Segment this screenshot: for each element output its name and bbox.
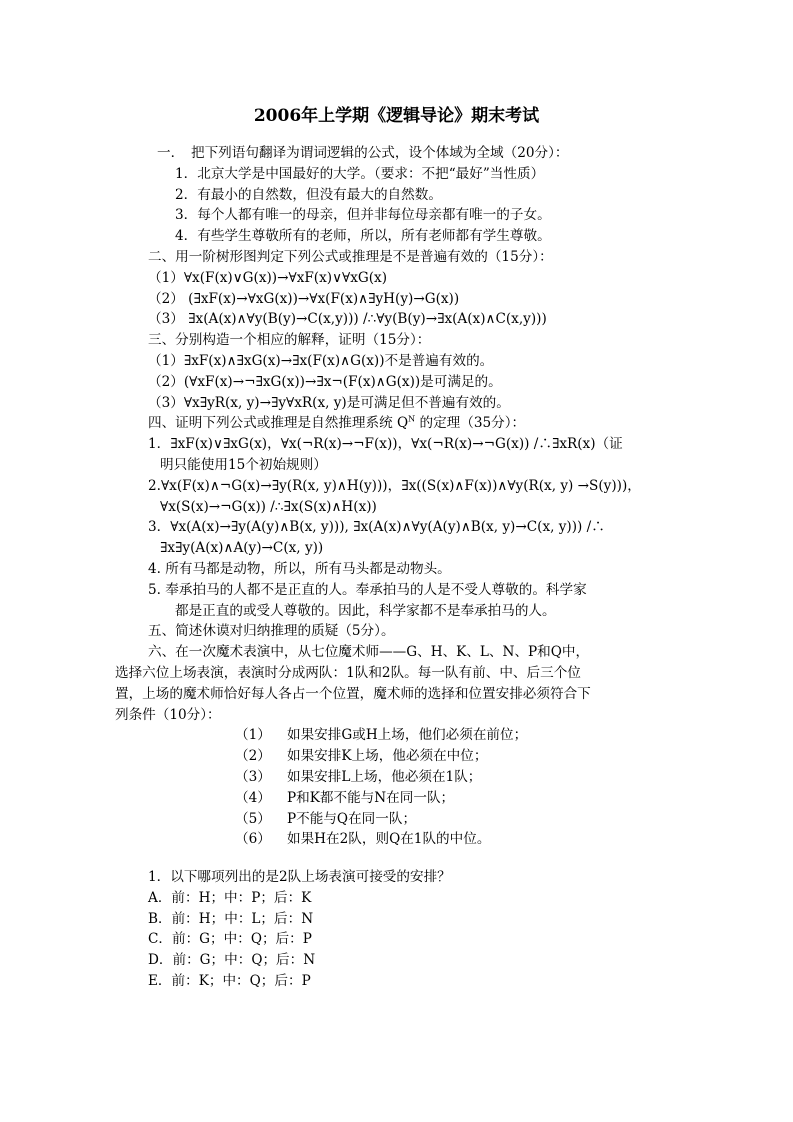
list-item: （2） (∃xF(x)→∀xG(x))→∀x(F(x)∧∃yH(y)→G(x))	[148, 290, 460, 307]
choice: E．前：K；中：Q；后：P	[148, 973, 311, 990]
choice: B．前：H；中：L；后：N	[148, 910, 314, 927]
exam-body	[0, 143, 793, 992]
list-item: 1．∃xF(x)∨∃xG(x)，∀x(¬R(x)→¬F(x))，∀x(¬R(x)→¬G(x)) /∴∃xR(x)（证	[148, 436, 623, 453]
section-5-heading: 五、简述休谟对归纳推理的质疑（5分）。	[148, 623, 395, 640]
list-item: 2．有最小的自然数，但没有最大的自然数。	[175, 186, 442, 203]
heading-text: 的定理（35分）：	[415, 415, 526, 432]
spacer	[0, 850, 793, 867]
list-item: 1．北京大学是中国最好的大学。（要求：不把“最好”当性质）	[175, 165, 545, 182]
condition-num: （3）	[235, 768, 271, 785]
list-item-cont: ∀x(S(x)→¬G(x)) /∴∃x(S(x)∧H(x))	[160, 498, 377, 515]
list-item: 2.∀x(F(x)∧¬G(x)→∃y(R(x, y)∧H(y)))，∃x((S(x)∧F(x))∧∀y(R(x, y) →S(y)))，	[148, 477, 641, 494]
condition	[0, 809, 793, 830]
condition-text: P和K都不能与N在同一队；	[287, 789, 455, 806]
section-2-heading: 二、用一阶树形图判定下列公式或推理是不是普遍有效的（15分）：	[148, 248, 553, 265]
condition	[0, 746, 793, 767]
condition	[0, 767, 793, 788]
list-item: （1）∀x(F(x)∨G(x))→∀xF(x)∨∀xG(x)	[148, 269, 388, 286]
list-item: 3．每个人都有唯一的母亲，但并非每位母亲都有唯一的子女。	[175, 207, 551, 224]
section-4-heading	[0, 413, 793, 434]
condition-num: （5）	[235, 810, 271, 827]
condition-text: 如果安排L上场，他必须在1队；	[287, 768, 482, 785]
heading-text: 四、证明下列公式或推理是自然推理系统 Q	[148, 415, 409, 432]
page-title: 2006年上学期《逻辑导论》期末考试	[253, 106, 540, 126]
condition-text: 如果H在2队，则Q在1队的中位。	[287, 831, 491, 848]
list-item-cont: 都是正直的或受人尊敬的。因此，科学家都不是奉承拍马的人。	[175, 602, 556, 619]
condition-num: （1）	[235, 727, 271, 744]
condition-text: 如果安排K上场，他必须在中位；	[287, 748, 488, 765]
section-1-heading: 一． 把下列语句翻译为谓词逻辑的公式，设个体域为全域（20分）：	[157, 145, 569, 161]
condition-text: P不能与Q在同一队；	[287, 810, 417, 827]
condition	[0, 788, 793, 809]
list-item: （2）(∀xF(x)→¬∃xG(x))→∃x¬(F(x)∧G(x))是可满足的。	[148, 373, 502, 390]
choice: A．前：H；中：P；后：K	[148, 889, 312, 906]
question: 1．以下哪项列出的是2队上场表演可接受的安排？	[148, 869, 451, 886]
choice: C．前：G；中：Q；后：P	[148, 931, 312, 948]
list-item: 5. 奉承拍马的人都不是正直的人。奉承拍马的人是不受人尊敬的。科学家	[148, 581, 587, 598]
list-item: （3）∀x∃yR(x, y)→∃y∀xR(x, y)是可满足但不普遍有效的。	[148, 394, 510, 411]
section-3-heading: 三、分别构造一个相应的解释，证明（15分）：	[148, 332, 431, 349]
choice: D．前：G；中：Q；后：N	[148, 952, 316, 969]
list-item-cont: ∃x∃y(A(x)∧A(y)→C(x, y))	[160, 540, 324, 557]
condition-num: （2）	[235, 748, 271, 765]
section-6-line: 六、在一次魔术表演中，从七位魔术师——G、H、K、L、N、P和Q中，	[148, 644, 590, 661]
list-item: （1）∃xF(x)∧∃xG(x)→∃x(F(x)∧G(x))不是普遍有效的。	[148, 352, 494, 369]
list-item: （3） ∃x(A(x)∧∀y(B(y)→C(x,y))) /∴∀y(B(y)→∃x(A(x)∧C(x,y)))	[148, 311, 547, 328]
condition-num: （4）	[235, 789, 271, 806]
superscript: N	[408, 414, 416, 424]
list-item: 4. 所有马都是动物，所以，所有马头都是动物头。	[148, 560, 451, 577]
condition-text: 如果安排G或H上场，他们必须在前位；	[287, 727, 528, 744]
list-item: 3．∀x(A(x)→∃y(A(y)∧B(x, y))), ∃x(A(x)∧∀y(A(y)∧B(x, y)→C(x, y))) /∴	[148, 519, 605, 536]
section-6-line: 列条件（10分）：	[115, 706, 221, 723]
condition	[0, 829, 793, 850]
section-6-line: 置，上场的魔术师恰好每人各占一个位置，魔术师的选择和位置安排必须符合下	[115, 685, 591, 702]
section-6-line: 选择六位上场表演，表演时分成两队：1队和2队。每一队有前、中、后三个位	[115, 664, 581, 681]
condition	[0, 725, 793, 746]
condition-num: （6）	[235, 831, 271, 848]
list-item: 4．有些学生尊敬所有的老师，所以，所有老师都有学生尊敬。	[175, 228, 551, 245]
list-item-cont: 明只能使用15个初始规则）	[160, 456, 327, 473]
